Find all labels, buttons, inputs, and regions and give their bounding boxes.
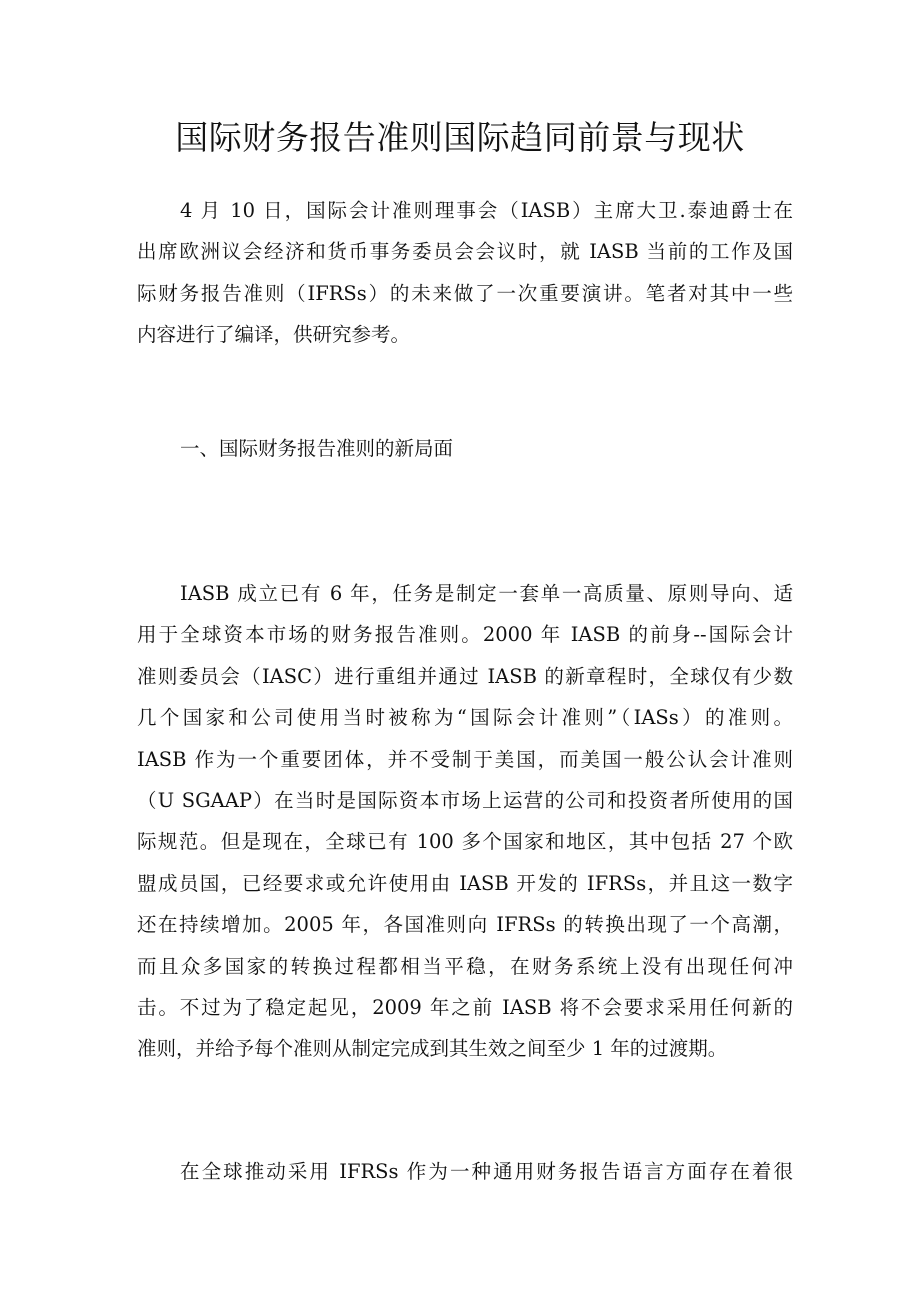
paragraph-line: 用于全球资本市场的财务报告准则。2000 年 IASB 的前身--国际会计 <box>137 623 793 647</box>
paragraph-line: IASB 成立已有 6 年，任务是制定一套单一高质量、原则导向、适 <box>180 582 793 605</box>
paragraph-line: 出席欧洲议会经济和货币事务委员会会议时，就 IASB 当前的工作及国 <box>137 240 793 264</box>
paragraph-line: 4 月 10 日，国际会计准则理事会（IASB）主席大卫.泰迪爵士在 <box>180 199 793 222</box>
paragraph-line: 几个国家和公司使用当时被称为“国际会计准则”（IASs）的准则。 <box>137 706 793 730</box>
paragraph-body <box>137 573 793 1070</box>
paragraph-line: （U SGAAP）在当时是国际资本市场上运营的公司和投资者所使用的国 <box>137 788 793 812</box>
paragraph-line: 盟成员国，已经要求或允许使用由 IASB 开发的 IFRSs，并且这一数字 <box>137 871 793 895</box>
paragraph-line: 在全球推动采用 IFRSs 作为一种通用财务报告语言方面存在着很 <box>180 1160 793 1183</box>
paragraph-line: 内容进行了编译，供研究参考。 <box>137 323 411 347</box>
paragraph-line: 而且众多国家的转换过程都相当平稳，在财务系统上没有出现任何冲 <box>137 954 793 978</box>
document-title: 国际财务报告准则国际趋同前景与现状 <box>175 118 745 157</box>
paragraph-line: 击。不过为了稳定起见，2009 年之前 IASB 将不会要求采用任何新的 <box>137 995 793 1019</box>
paragraph-continued <box>137 1151 793 1192</box>
paragraph-line: 际规范。但是现在，全球已有 100 多个国家和地区，其中包括 27 个欧 <box>137 830 793 854</box>
paragraph-line: 际财务报告准则（IFRSs）的未来做了一次重要演讲。笔者对其中一些 <box>137 281 793 305</box>
paragraph-line: 准则，并给予每个准则从制定完成到其生效之间至少 1 年的过渡期。 <box>137 1037 728 1061</box>
paragraph-line: IASB 作为一个重要团体，并不受制于美国，而美国一般公认会计准则 <box>137 747 793 771</box>
paragraph-intro <box>137 190 793 356</box>
section-heading-text: 一、国际财务报告准则的新局面 <box>180 437 454 460</box>
paragraph-line: 准则委员会（IASC）进行重组并通过 IASB 的新章程时，全球仅有少数 <box>137 664 793 688</box>
section-heading <box>137 428 793 469</box>
paragraph-line: 还在持续增加。2005 年，各国准则向 IFRSs 的转换出现了一个高潮， <box>137 913 793 937</box>
